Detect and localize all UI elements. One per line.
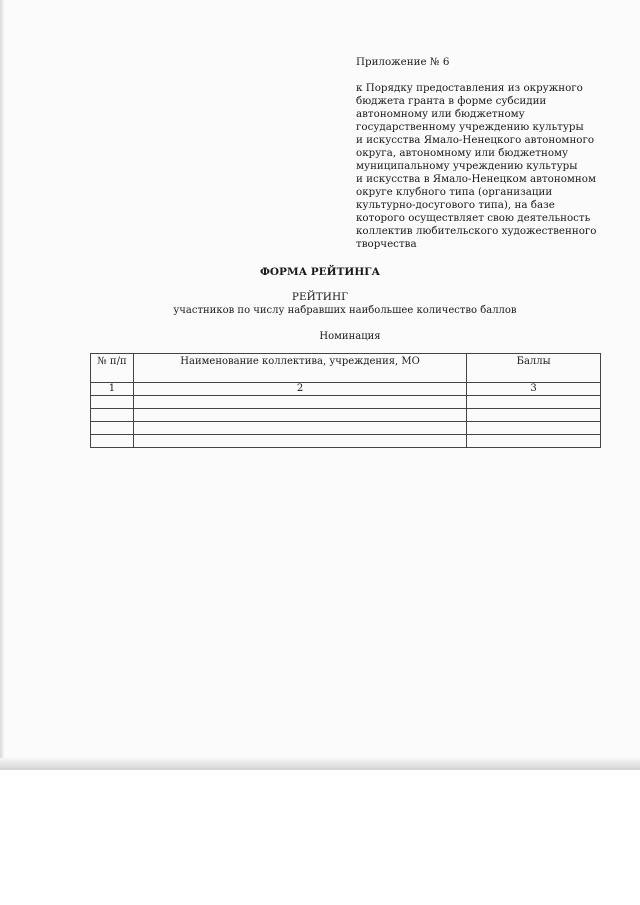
column-number-row [91,383,601,396]
table-cell [467,396,601,409]
table-cell [91,396,134,409]
appendix-line: творчества [356,238,417,250]
table-cell: 3 [467,383,601,396]
table-cell [467,422,601,435]
appendix-line: округа, автономному или бюджетному [356,147,569,159]
table-cell [133,409,466,422]
page-edge-shadow [0,0,4,768]
appendix-line: округе клубного типа (организации [356,186,553,198]
appendix-line: муниципальному учреждению культуры [356,160,578,172]
table-cell [91,409,134,422]
table-cell [467,409,601,422]
appendix-line: которого осуществляет свою деятельность [356,212,591,224]
appendix-block [356,56,616,251]
table-cell [91,422,134,435]
appendix-line: государственному учреждению культуры [356,121,584,133]
header-number: № п/п [91,354,134,383]
appendix-title: Приложение № 6 [356,56,450,68]
appendix-line: и искусства в Ямало-Ненецком автономном [356,173,596,185]
table-cell: 2 [133,383,466,396]
nomination-label: Номинация [319,331,381,342]
rating-title: РЕЙТИНГ [291,291,349,303]
appendix-line: коллектив любительского художественного [356,225,597,237]
appendix-line: культурно-досугового типа), на базе [356,199,555,211]
table-row [91,396,601,409]
header-score: Баллы [467,354,601,383]
table-cell [133,422,466,435]
appendix-line: автономному или бюджетному [356,108,525,120]
appendix-line: бюджета гранта в форме субсидии [356,95,547,107]
table-row [91,435,601,448]
rating-table [90,353,601,448]
form-title: ФОРМА РЕЙТИНГА [259,266,381,278]
table-cell: 1 [91,383,134,396]
page-edge-shadow [0,758,640,768]
table-cell [133,435,466,448]
table-cell [467,435,601,448]
table-header-row [91,354,601,383]
appendix-line: к Порядку предоставления из окружного [356,82,583,94]
table-row [91,409,601,422]
table-cell [133,396,466,409]
table-cell [91,435,134,448]
header-name: Наименование коллектива, учреждения, МО [133,354,466,383]
appendix-line: и искусства Ямало-Ненецкого автономного [356,134,595,146]
appendix-text [356,82,616,251]
table-row [91,422,601,435]
rating-subtitle: участников по числу набравших наибольшее количество баллов [173,305,517,316]
